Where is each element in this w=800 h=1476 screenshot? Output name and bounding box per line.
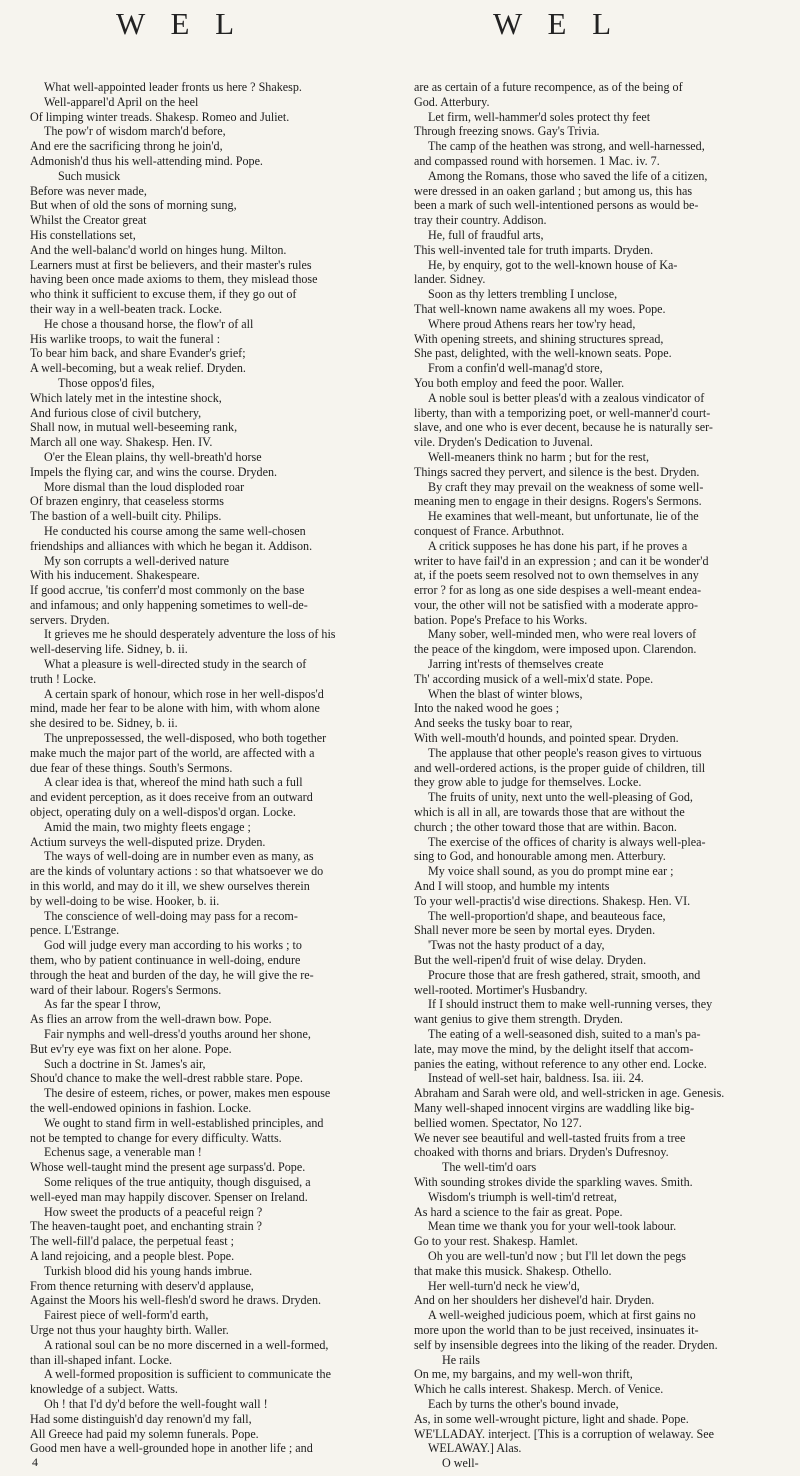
text-line: Shou'd chance to make the well-drest rabble stare. Pope. bbox=[30, 1071, 303, 1086]
text-line: choaked with thorns and briars. Dryden's Dufresnoy. bbox=[414, 1145, 669, 1160]
text-line: writer to have fail'd in an expression ; and can it be wonder'd bbox=[414, 553, 709, 568]
text-line: That well-known name awakens all my woes. Pope. bbox=[414, 301, 666, 316]
text-line: she desired to be. Sidney, b. ii. bbox=[30, 716, 178, 731]
text-line: A well-formed proposition is sufficient to communicate the bbox=[44, 1367, 331, 1382]
text-line: servers. Dryden. bbox=[30, 612, 110, 627]
text-line: Jarring int'rests of themselves create bbox=[428, 657, 604, 672]
text-line: Among the Romans, those who saved the life of a citizen, bbox=[428, 168, 708, 183]
text-line: and evident perception, as it does receive from an outward bbox=[30, 790, 313, 805]
text-line: Some reliques of the true antiquity, though disguised, a bbox=[44, 1174, 311, 1189]
text-line: the well-endowed opinions in fashion. Locke. bbox=[30, 1100, 252, 1115]
text-line: A well-becoming, but a weak relief. Dryden. bbox=[30, 361, 246, 376]
text-line: To bear him back, and share Evander's grief; bbox=[30, 346, 246, 361]
text-line: Through freezing snows. Gay's Trivia. bbox=[414, 124, 600, 139]
text-line: With sounding strokes divide the sparkling waves. Smith. bbox=[414, 1174, 693, 1189]
text-line: Impels the flying car, and wins the course. Dryden. bbox=[30, 464, 278, 479]
left-column bbox=[30, 80, 392, 1456]
text-line: Against the Moors his well-flesh'd sword he draws. Dryden. bbox=[30, 1293, 322, 1308]
text-line: Such musick bbox=[58, 168, 121, 183]
text-line: which is all in all, are towards those that are without the bbox=[414, 805, 685, 820]
text-line: in this world, and may do it ill, we shew ourselves therein bbox=[30, 879, 310, 894]
text-line: Abraham and Sarah were old, and well-stricken in age. Genesis. bbox=[414, 1086, 725, 1101]
text-line: The pow'r of wisdom march'd before, bbox=[44, 124, 226, 139]
text-line: You both employ and feed the poor. Waller. bbox=[414, 375, 625, 390]
text-line: WELAWAY.] Alas. bbox=[428, 1441, 522, 1456]
text-line: By craft they may prevail on the weakness of some well- bbox=[428, 479, 704, 494]
text-line: Shall now, in mutual well-beseeming rank, bbox=[30, 420, 238, 435]
text-line: them, who by patient continuance in well-doing, endure bbox=[30, 953, 301, 968]
text-line: To your well-practis'd wise directions. Shakesp. Hen. VI. bbox=[414, 893, 691, 908]
text-line: A noble soul is better pleas'd with a zealous vindicator of bbox=[428, 390, 705, 405]
text-line: the peace of the kingdom, were imposed upon. Clarendon. bbox=[414, 642, 697, 657]
page-number: 4 bbox=[32, 1455, 38, 1469]
text-line: On me, my bargains, and my well-won thrift, bbox=[414, 1367, 633, 1382]
text-line: Such a doctrine in St. James's air, bbox=[44, 1056, 206, 1071]
text-line: Many sober, well-minded men, who were real lovers of bbox=[428, 627, 697, 642]
text-line: friendships and alliances with which he began it. Addison. bbox=[30, 538, 313, 553]
text-line: A certain spark of honour, which rose in her well-dispos'd bbox=[44, 686, 324, 701]
text-line: Which he calls interest. Shakesp. Merch. of Venice. bbox=[414, 1382, 664, 1397]
text-line: But the well-ripen'd fruit of wise delay. Dryden. bbox=[414, 953, 647, 968]
text-line: But when of old the sons of morning sung, bbox=[30, 198, 237, 213]
text-line: conquest of France. Arbuthnot. bbox=[414, 523, 565, 538]
text-line: knowledge of a subject. Watts. bbox=[30, 1382, 178, 1397]
text-line: The well-fill'd palace, the perpetual feast ; bbox=[30, 1234, 234, 1249]
text-line: more upon the world than to be just received, insinuates it- bbox=[414, 1322, 699, 1337]
text-line: With his inducement. Shakespeare. bbox=[30, 568, 200, 583]
text-line: Things sacred they pervert, and silence is the best. Dryden. bbox=[414, 464, 700, 479]
text-line: Oh you are well-tun'd now ; but I'll let down the pegs bbox=[428, 1248, 686, 1263]
text-line: Those oppos'd files, bbox=[58, 375, 155, 390]
text-line: We ought to stand firm in well-established principles, and bbox=[44, 1115, 324, 1130]
text-line: Her well-turn'd neck he view'd, bbox=[428, 1278, 580, 1293]
text-line: who think it sufficient to excuse them, if they go out of bbox=[30, 287, 297, 302]
text-line: at, if the poets seem resolved not to own themselves in any bbox=[414, 568, 699, 583]
text-line: He, full of fraudful arts, bbox=[428, 227, 544, 242]
running-head-left: W E L bbox=[116, 6, 244, 41]
text-line: When the blast of winter blows, bbox=[428, 686, 583, 701]
text-line: His warlike troops, to wait the funeral : bbox=[30, 331, 221, 346]
text-line: Whose well-taught mind the present age surpass'd. Pope. bbox=[30, 1160, 306, 1175]
text-line: Echenus sage, a venerable man ! bbox=[44, 1145, 202, 1160]
text-line: How sweet the products of a peaceful reign ? bbox=[44, 1204, 263, 1219]
text-line: And the well-balanc'd world on hinges hung. Milton. bbox=[30, 242, 287, 257]
text-line: bellied women. Spectator, No 127. bbox=[414, 1115, 582, 1130]
text-line: Well-apparel'd April on the heel bbox=[44, 94, 199, 109]
text-line: not be tempted to change for every difficulty. Watts. bbox=[30, 1130, 282, 1145]
text-line: We never see beautiful and well-tasted fruits from a tree bbox=[414, 1130, 686, 1145]
text-line: The fruits of unity, next unto the well-pleasing of God, bbox=[428, 790, 693, 805]
text-line: error ? for as long as one side despises a well-meant endea- bbox=[414, 583, 702, 598]
text-line: late, may move the mind, by the delight itself that accom- bbox=[414, 1041, 694, 1056]
text-line: The well-tim'd oars bbox=[442, 1160, 537, 1175]
text-line: Wisdom's triumph is well-tim'd retreat, bbox=[428, 1189, 617, 1204]
text-line: He, by enquiry, got to the well-known house of Ka- bbox=[428, 257, 678, 272]
text-line: Actium surveys the well-disputed prize. Dryden. bbox=[30, 834, 266, 849]
text-line: mind, made her fear to be alone with him, with whom alone bbox=[30, 701, 320, 716]
text-line: As hard a science to the fair as great. Pope. bbox=[414, 1204, 623, 1219]
text-line: God will judge every man according to his works ; to bbox=[44, 938, 302, 953]
text-line: than ill-shaped infant. Locke. bbox=[30, 1352, 173, 1367]
text-line: bation. Pope's Preface to his Works. bbox=[414, 612, 588, 627]
text-line: Of limping winter treads. Shakesp. Romeo and Juliet. bbox=[30, 109, 290, 124]
text-line: From a confin'd well-manag'd store, bbox=[428, 361, 603, 376]
text-line: She past, delighted, with the well-known seats. Pope. bbox=[414, 346, 672, 361]
text-line: ward of their labour. Rogers's Sermons. bbox=[30, 982, 222, 997]
text-line: A rational soul can be no more discerned in a well-formed, bbox=[44, 1337, 329, 1352]
text-line: lander. Sidney. bbox=[414, 272, 486, 287]
text-line: Which lately met in the intestine shock, bbox=[30, 390, 222, 405]
text-line: A land rejoicing, and a people blest. Pope. bbox=[30, 1248, 235, 1263]
text-line: Procure those that are fresh gathered, strait, smooth, and bbox=[428, 967, 701, 982]
text-line: Into the naked wood he goes ; bbox=[414, 701, 560, 716]
text-line: through the heat and burden of the day, he will give the re- bbox=[30, 967, 314, 982]
text-line: The ways of well-doing are in number even as many, as bbox=[44, 849, 314, 864]
text-line: WE'LLADAY. interject. [This is a corruption of welaway. See bbox=[414, 1426, 714, 1441]
text-line: church ; the other toward those that are within. Bacon. bbox=[414, 819, 677, 834]
text-line: due fear of these things. South's Sermons. bbox=[30, 760, 233, 775]
text-line: All Greece had paid my solemn funerals. Pope. bbox=[30, 1426, 259, 1441]
text-line: O well- bbox=[442, 1456, 479, 1471]
text-line: More dismal than the loud disploded roar bbox=[44, 479, 245, 494]
right-column bbox=[414, 80, 776, 1471]
text-line: As far the spear I throw, bbox=[44, 997, 161, 1012]
text-line: And on her shoulders her dishevel'd hair. Dryden. bbox=[414, 1293, 655, 1308]
text-line: sing to God, and honourable among men. Atterbury. bbox=[414, 849, 666, 864]
text-line: are as certain of a future recompence, as of the being of bbox=[414, 80, 683, 94]
text-line: Amid the main, two mighty fleets engage ; bbox=[44, 819, 251, 834]
text-line: March all one way. Shakesp. Hen. IV. bbox=[30, 435, 213, 450]
text-line: This well-invented tale for truth imparts. Dryden. bbox=[414, 242, 654, 257]
text-line: The well-proportion'd shape, and beauteous face, bbox=[428, 908, 666, 923]
text-line: are the kinds of voluntary actions : so that whatsoever we do bbox=[30, 864, 324, 879]
text-line: having been once made axioms to them, they mislead those bbox=[30, 272, 318, 287]
text-line: The bastion of a well-built city. Philips. bbox=[30, 509, 222, 524]
text-line: A clear idea is that, whereof the mind hath such a full bbox=[44, 775, 303, 790]
text-line: And I will stoop, and humble my intents bbox=[414, 879, 610, 894]
text-line: Oh ! that I'd dy'd before the well-fought wall ! bbox=[44, 1396, 268, 1411]
text-line: What a pleasure is well-directed study in the search of bbox=[44, 657, 307, 672]
text-line: From thence returning with deserv'd applause, bbox=[30, 1278, 254, 1293]
text-line: Instead of well-set hair, baldness. Isa. iii. 24. bbox=[428, 1071, 644, 1086]
text-line: Whilst the Creator great bbox=[30, 213, 147, 228]
text-line: He rails bbox=[442, 1352, 480, 1367]
text-line: If good accrue, 'tis conferr'd most commonly on the base bbox=[30, 583, 305, 598]
text-line: He examines that well-meant, but unfortunate, lie of the bbox=[428, 509, 699, 524]
text-line: God. Atterbury. bbox=[414, 94, 490, 109]
text-line: The unprepossessed, the well-disposed, who both together bbox=[44, 731, 327, 746]
text-line: Th' according musick of a well-mix'd state. Pope. bbox=[414, 671, 654, 686]
text-line: want genius to give them strength. Dryden. bbox=[414, 1012, 623, 1027]
text-line: Before was never made, bbox=[30, 183, 147, 198]
text-line: Let firm, well-hammer'd soles protect thy feet bbox=[428, 109, 651, 124]
text-line: And seeks the tusky boar to rear, bbox=[414, 716, 573, 731]
text-line: The camp of the heathen was strong, and well-harnessed, bbox=[428, 139, 705, 154]
text-line: and compassed round with horsemen. 1 Mac. iv. 7. bbox=[414, 153, 660, 168]
text-line: A critick supposes he has done his part, if he proves a bbox=[428, 538, 688, 553]
text-line: He conducted his course among the same well-chosen bbox=[44, 523, 306, 538]
text-line: His constellations set, bbox=[30, 227, 136, 242]
text-line: they grow able to judge for themselves. Locke. bbox=[414, 775, 642, 790]
text-line: With well-mouth'd hounds, and pointed spear. Dryden. bbox=[414, 731, 679, 746]
text-line: A well-weighed judicious poem, which at first gains no bbox=[428, 1308, 696, 1323]
text-line: that make this musick. Shakesp. Othello. bbox=[414, 1263, 612, 1278]
text-line: Soon as thy letters trembling I unclose, bbox=[428, 287, 618, 302]
text-line: Had some distinguish'd day renown'd my fall, bbox=[30, 1411, 252, 1426]
text-line: The desire of esteem, riches, or power, makes men espouse bbox=[44, 1086, 331, 1101]
text-line: 'Twas not the hasty product of a day, bbox=[428, 938, 605, 953]
text-line: well-rooted. Mortimer's Husbandry. bbox=[414, 982, 588, 997]
text-line: tray their country. Addison. bbox=[414, 213, 547, 228]
text-line: Shall never more be seen by mortal eyes. Dryden. bbox=[414, 923, 656, 938]
text-line: With opening streets, and shining structures spread, bbox=[414, 331, 664, 346]
text-line: Mean time we thank you for your well-took labour. bbox=[428, 1219, 677, 1234]
text-line: The conscience of well-doing may pass for a recom- bbox=[44, 908, 298, 923]
text-line: As flies an arrow from the well-drawn bow. Pope. bbox=[30, 1012, 272, 1027]
text-line: panies the eating, without reference to any other end. Locke. bbox=[414, 1056, 707, 1071]
text-line: Admonish'd thus his well-attending mind. Pope. bbox=[30, 153, 263, 168]
text-line: and well-ordered actions, is the proper guide of children, till bbox=[414, 760, 706, 775]
text-line: The eating of a well-seasoned dish, suited to a man's pa- bbox=[428, 1027, 701, 1041]
text-line: truth ! Locke. bbox=[30, 671, 97, 686]
text-line: And furious close of civil butchery, bbox=[30, 405, 202, 420]
text-line: Fair nymphs and well-dress'd youths around her shone, bbox=[44, 1027, 311, 1041]
text-line: by well-doing to be wise. Hooker, b. ii. bbox=[30, 893, 220, 908]
text-line: Learners must at first be believers, and their master's rules bbox=[30, 257, 312, 272]
text-line: liberty, than with a temporizing poet, or well-manner'd court- bbox=[414, 405, 711, 420]
text-line: Fairest piece of well-form'd earth, bbox=[44, 1308, 209, 1323]
text-line: been a mark of such well-intentioned persons as would be- bbox=[414, 198, 699, 213]
text-line: My son corrupts a well-derived nature bbox=[44, 553, 230, 568]
text-line: Each by turns the other's bound invade, bbox=[428, 1396, 619, 1411]
text-line: were dressed in an oaken garland ; but among us, this has bbox=[414, 183, 693, 198]
text-line: pence. L'Estrange. bbox=[30, 923, 120, 938]
running-head-right: W E L bbox=[493, 6, 621, 41]
text-line: My voice shall sound, as you do prompt mine ear ; bbox=[428, 864, 674, 879]
text-line: vile. Dryden's Dedication to Juvenal. bbox=[414, 435, 593, 450]
text-line: O'er the Elean plains, thy well-breath'd horse bbox=[44, 449, 262, 464]
text-line: What well-appointed leader fronts us here ? Shakesp. bbox=[44, 80, 302, 94]
text-line: well-eyed man may happily discover. Spenser on Ireland. bbox=[30, 1189, 308, 1204]
text-line: slave, and one who is ever decent, because he is naturally ser- bbox=[414, 420, 713, 435]
text-line: Turkish blood did his young hands imbrue. bbox=[44, 1263, 253, 1278]
text-line: Urge not thus your haughty birth. Waller. bbox=[30, 1322, 229, 1337]
text-line: object, operating duly on a well-dispos'd organ. Locke. bbox=[30, 805, 296, 820]
text-line: Where proud Athens rears her tow'ry head, bbox=[428, 316, 636, 331]
text-line: But ev'ry eye was fixt on her alone. Pope. bbox=[30, 1041, 232, 1056]
text-line: He chose a thousand horse, the flow'r of all bbox=[44, 316, 254, 331]
text-line: The heaven-taught poet, and enchanting strain ? bbox=[30, 1219, 263, 1234]
text-line: self by insensible degrees into the liking of the reader. Dryden. bbox=[414, 1337, 718, 1352]
text-line: As, in some well-wrought picture, light and shade. Pope. bbox=[414, 1411, 689, 1426]
text-line: Well-meaners think no harm ; but for the rest, bbox=[428, 449, 650, 464]
text-line: The exercise of the offices of charity is always well-plea- bbox=[428, 834, 706, 849]
text-line: Good men have a well-grounded hope in another life ; and bbox=[30, 1441, 313, 1456]
text-line: Go to your rest. Shakesp. Hamlet. bbox=[414, 1234, 578, 1249]
text-line: If I should instruct them to make well-running verses, they bbox=[428, 997, 713, 1012]
text-line: Of brazen enginry, that ceaseless storms bbox=[30, 494, 224, 509]
text-line: Many well-shaped innocent virgins are waddling like big- bbox=[414, 1100, 695, 1115]
text-line: And ere the sacrificing throng he join'd, bbox=[30, 139, 223, 154]
text-line: The applause that other people's reason gives to virtuous bbox=[428, 745, 702, 760]
text-line: make much the major part of the world, are affected with a bbox=[30, 745, 315, 760]
text-line: their way in a well-beaten track. Locke. bbox=[30, 301, 223, 316]
text-line: meaning men to engage in their designs. Rogers's Sermons. bbox=[414, 494, 702, 509]
text-line: vour, the other will not be satisfied with a moderate appro- bbox=[414, 597, 698, 612]
text-line: well-deserving life. Sidney, b. ii. bbox=[30, 642, 188, 657]
text-line: It grieves me he should desperately adventure the loss of his bbox=[44, 627, 336, 642]
text-line: and infamous; and only happening sometimes to well-de- bbox=[30, 597, 308, 612]
